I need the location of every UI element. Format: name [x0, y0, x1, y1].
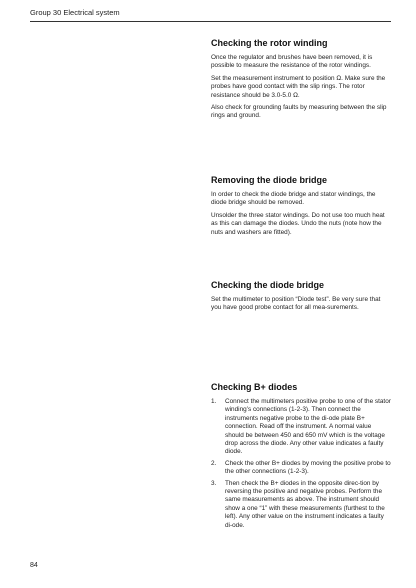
section-checking-b-plus-diodes	[211, 382, 391, 533]
list-item	[211, 460, 391, 477]
paragraph: Also check for grounding faults by measuring between the slip rings and ground.	[211, 104, 387, 120]
numbered-list	[211, 398, 391, 530]
list-item-number: 3.	[211, 479, 217, 487]
paragraph: In order to check the diode bridge and stator windings, the diode bridge should be removed.	[211, 191, 376, 207]
header-title: Group 30 Electrical system	[30, 8, 120, 17]
paragraph: Unsolder the three stator windings. Do not use too much heat as this can damage the diodes. Undo the nuts (note how the nuts and washers are fitted).	[211, 211, 385, 236]
list-item	[211, 398, 391, 457]
paragraph: Set the multimeter to position “Diode test”. Be very sure that you have good probe contact for all mea-surements.	[211, 296, 381, 312]
list-item	[211, 480, 391, 530]
section-heading: Checking the diode bridge	[211, 280, 325, 290]
section-checking-rotor-winding	[211, 38, 391, 125]
list-item-number: 1.	[211, 398, 217, 405]
paragraph: Set the measurement instrument to position Ω. Make sure the probes have good contact with the slip rings. The rotor resistance should be 3.0-5.0 Ω.	[211, 74, 386, 99]
paragraph: Once the regulator and brushes have been removed, it is possible to measure the resistance of the rotor windings.	[211, 54, 373, 70]
page-number: 84	[30, 562, 38, 569]
section-heading: Checking the rotor winding	[211, 38, 328, 48]
list-item-text: Check the other B+ diodes by moving the positive probe to the other connections (1-2-3).	[225, 459, 391, 476]
section-removing-diode-bridge	[211, 175, 391, 241]
section-heading: Removing the diode bridge	[211, 175, 328, 185]
section-heading: Checking B+ diodes	[211, 382, 298, 392]
header-divider	[30, 21, 391, 22]
list-item-text: Connect the multimeters positive probe to one of the stator winding’s connections (1-2-3). Then connect the instruments negative probe to the di-ode plate B+ connection. Read off the instrument. A normal value should be between 450 and 650 mV which is the voltage drop across the diode. Any other value indicates a faulty diode.	[225, 398, 391, 456]
list-item-text: Then check the B+ diodes in the opposite direc-tion by reversing the positive and negative probes. Perform the same measurements as above. The instrument should show a one “1” with these measurements (furthest to the left). Any other value on the instrument indicates a faulty di-ode.	[225, 479, 385, 529]
list-item-number: 2.	[211, 459, 217, 467]
section-checking-diode-bridge	[211, 280, 391, 317]
